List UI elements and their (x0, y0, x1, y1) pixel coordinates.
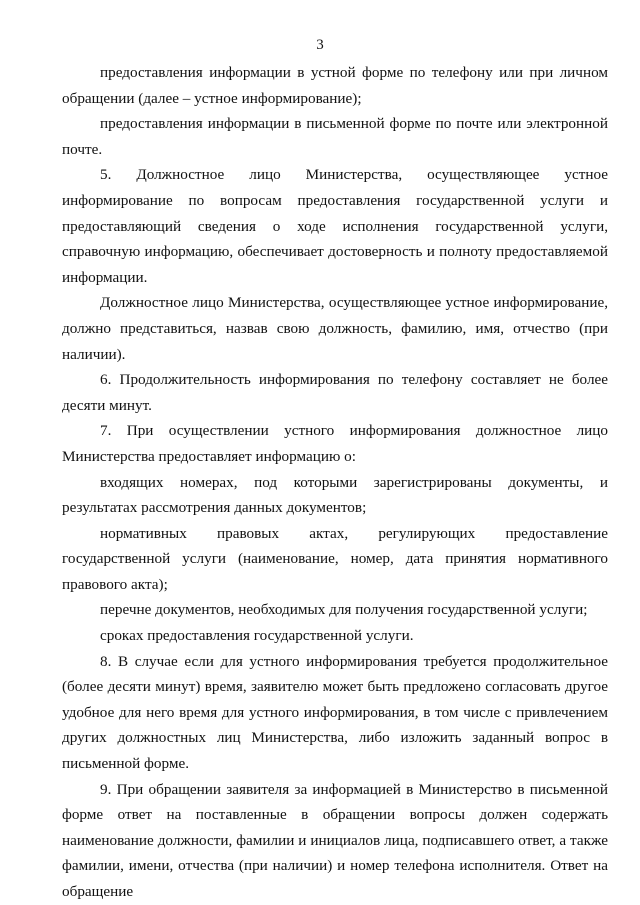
paragraph-item-9: 9. При обращении заявителя за информацией в Министерство в письменной форме ответ на поставленные в обращении вопросы должен содержать наименование должности, фамилии и инициалов лица, подписавшего ответ, а также фамилии, имени, отчества (при наличии) и номер телефона исполнителя. Ответ на обращение (62, 780, 608, 900)
list-item-incoming-numbers: входящих номерах, под которыми зарегистрированы документы, и результатах рассмотрения данных документов; (62, 473, 608, 517)
paragraph-item-7: 7. При осуществлении устного информирования должностное лицо Министерства предоставляет информацию о: (62, 422, 608, 465)
paragraph-introduce-self: Должностное лицо Министерства, осуществляющее устное информирование, должно представиться, назвав свою должность, фамилию, имя, отчество (при наличии). (62, 294, 608, 363)
paragraph-written-form: предоставления информации в письменной форме по почте или электронной почте. (62, 115, 608, 158)
list-item-deadlines: сроках предоставления государственной услуги. (100, 627, 414, 645)
list-item-documents: перечне документов, необходимых для получения государственной услуги; (100, 601, 588, 619)
list-item-legal-acts: нормативных правовых актах, регулирующих предоставление государственной услуги (наименование, номер, дата принятия нормативного правового акта); (62, 524, 608, 593)
document-body (62, 60, 608, 905)
paragraph-oral-form: предоставления информации в устной форме по телефону или при личном обращении (далее – устное информирование); (62, 64, 608, 107)
paragraph-item-5: 5. Должностное лицо Министерства, осуществляющее устное информирование по вопросам предоставления государственной услуги и предоставляющий сведения о ходе исполнения государственной услуги, справочную информацию, обеспечивает достоверность и полноту предоставляемой информации. (62, 166, 608, 286)
paragraph-item-6: 6. Продолжительность информирования по телефону составляет не более десяти минут. (62, 371, 608, 414)
paragraph-item-8: 8. В случае если для устного информирования требуется продолжительное (более десяти минут) время, заявителю может быть предложено согласовать другое удобное для него время для устного информирования, в том числе с привлечением других должностных лиц Министерства, либо изложить заданный вопрос в письменной форме. (62, 652, 608, 773)
page-number: 3 (316, 37, 324, 53)
